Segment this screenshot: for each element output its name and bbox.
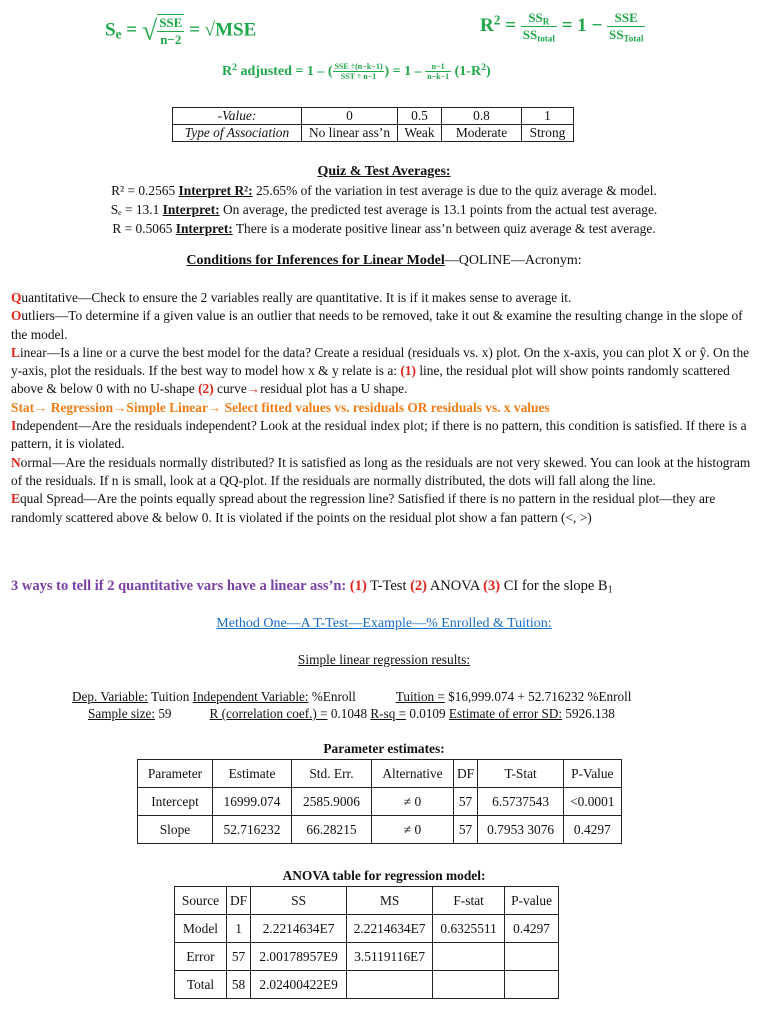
table-header-row: [138, 760, 622, 788]
r2-numerator-2: SSE: [607, 10, 645, 27]
column-header: P-Value: [564, 760, 621, 788]
adj-close: ): [485, 63, 491, 79]
stat-menu-path: Stat→ Regression→Simple Linear→ Select fitted values vs. residuals OR residuals vs. x values: [11, 399, 550, 415]
subscript: 1: [607, 584, 613, 596]
regression-equation-label: Tuition =: [395, 689, 445, 704]
adj-r-symbol: R: [222, 63, 233, 79]
anova-table: [174, 886, 559, 999]
condition-text: utliers—To determine if a given value is an outlier that needs to be removed, take it out & examine the resulting change in the slope of the model.: [11, 308, 743, 342]
column-header: SS: [251, 887, 347, 915]
type-header-cell: Type of Association: [173, 125, 302, 142]
column-header: Std. Err.: [292, 760, 372, 788]
correlation-label: R (correlation coef.) =: [209, 706, 328, 721]
association-type-row: [173, 125, 574, 142]
r2-one-minus: = 1 −: [561, 15, 603, 37]
sample-size-label: Sample size:: [88, 706, 156, 721]
table-cell: Error: [175, 943, 227, 971]
table-cell: 1: [522, 108, 574, 125]
table-cell: 6.5737543: [478, 788, 564, 816]
letter-o: O: [11, 308, 22, 324]
indep-variable-value: %Enroll: [308, 689, 356, 704]
interpret-label: Interpret:: [162, 202, 220, 217]
r2-den-text: SS: [522, 27, 538, 43]
adj-denominator-2: n−k−1: [427, 72, 450, 82]
se-subscript: e: [115, 26, 122, 42]
dep-variable-label: Dep. Variable:: [72, 689, 148, 704]
table-cell: [433, 943, 505, 971]
adj-fraction-2: [425, 62, 451, 81]
sqrt-sign: √: [141, 15, 158, 47]
table-cell: Model: [175, 915, 227, 943]
condition-text: curve: [213, 381, 247, 397]
quiz-se-value: Sₑ = 13.1: [110, 202, 163, 217]
table-cell: 57: [454, 816, 478, 844]
letter-l: L: [11, 344, 20, 360]
r2-fraction-2: [607, 10, 645, 43]
table-cell: Slope: [138, 816, 213, 844]
se-numerator: SSE: [159, 15, 183, 30]
column-header: T-Stat: [478, 760, 564, 788]
table-cell: 52.716232: [213, 816, 292, 844]
table-cell: 58: [227, 971, 251, 999]
way-text: T-Test: [366, 578, 411, 594]
column-header: MS: [347, 887, 433, 915]
regression-summary-line-2: [72, 705, 631, 722]
conditions-heading-bold: Conditions for Inferences for Linear Model: [186, 253, 445, 268]
table-row: [175, 943, 559, 971]
r2-formula: [480, 10, 645, 44]
table-cell: 57: [227, 943, 251, 971]
way-text: ANOVA: [427, 578, 484, 594]
table-cell: 57: [454, 788, 478, 816]
condition-text: residual plot has a U shape.: [260, 381, 408, 397]
adj-numerator: SSE ÷(n−k−1): [334, 62, 383, 72]
condition-text: uantitative—Check to ensure the 2 variables really are quantitative. It is if it makes sense to average it.: [21, 290, 572, 305]
method-one-heading: Method One—A T-Test—Example—% Enrolled & Tuition:: [216, 616, 552, 631]
number-marker: (2): [410, 578, 428, 594]
adj-denominator: SST ÷ n−1: [340, 72, 377, 82]
regression-summary: [72, 688, 631, 722]
number-marker: (3): [483, 578, 501, 594]
table-cell: 16999.074: [213, 788, 292, 816]
condition-independent: [11, 417, 761, 454]
quiz-heading: Quiz & Test Averages:: [317, 164, 451, 179]
table-cell: ≠ 0: [372, 788, 454, 816]
table-cell: 3.5119116E7: [347, 943, 433, 971]
adj-fraction: [333, 62, 385, 81]
condition-text: ormal—Are the residuals normally distributed? It is satisfied as long as the residuals are not very skewed. You can look at the histogram of the residuals. If n is small, look at a QQ-plot. If the residuals are normally distributed, the dots will fall along the line.: [11, 454, 751, 488]
right-arrow-icon: →: [246, 381, 261, 397]
adj-end: (1-R: [454, 63, 482, 79]
regression-summary-line-1: [72, 688, 631, 705]
table-cell: 0.6325511: [433, 915, 505, 943]
table-cell: 0.4297: [564, 816, 621, 844]
adj-numerator-2: n−1: [425, 62, 451, 72]
table-cell: 2.2214634E7: [251, 915, 347, 943]
quiz-se-text: On average, the predicted test average is 13.1 points from the actual test average.: [219, 202, 658, 217]
quiz-r2-value: R² = 0.2565: [111, 183, 179, 198]
regression-results-heading: Simple linear regression results:: [297, 652, 471, 667]
letter-q: Q: [11, 290, 22, 305]
table-cell: 0.7953 3076: [478, 816, 564, 844]
r2-num-text: SS: [528, 10, 543, 25]
dep-variable-value: Tuition: [147, 689, 193, 704]
quiz-r-text: There is a moderate positive linear ass’n between quiz average & test average.: [232, 221, 656, 236]
table-cell: Total: [175, 971, 227, 999]
correlation-value: 0.1048: [327, 706, 371, 721]
way-text: CI for the slope B: [500, 578, 608, 594]
table-cell: ≠ 0: [372, 816, 454, 844]
r2-den-sub: total: [537, 33, 555, 44]
table-cell: <0.0001: [564, 788, 621, 816]
letter-n: N: [11, 454, 21, 470]
quiz-r-value: R = 0.5065: [112, 221, 176, 236]
table-cell: 0.8: [442, 108, 522, 125]
condition-equal-spread: [11, 490, 761, 527]
indep-variable-label: Independent Variable:: [192, 689, 309, 704]
anova-title: ANOVA table for regression model:: [282, 868, 486, 883]
table-cell: Moderate: [442, 125, 522, 142]
condition-outliers: [11, 307, 761, 344]
r-squared-value: 0.0109: [406, 706, 449, 721]
table-cell: [347, 971, 433, 999]
condition-text: line, the residual plot will show points randomly scattered above & below 0 with no U-shape: [11, 363, 730, 397]
r-squared-label: R-sq =: [370, 706, 407, 721]
value-header-cell: -Value:: [173, 108, 302, 125]
r2-superscript: 2: [493, 12, 501, 28]
sample-size-value: 59: [155, 706, 172, 721]
column-header: Parameter: [138, 760, 213, 788]
equals-sign: =: [126, 19, 138, 41]
adj-mid: ) = 1 –: [384, 63, 422, 79]
adj-superscript: 2: [232, 62, 238, 73]
condition-normal: [11, 454, 761, 491]
se-symbol: S: [105, 19, 116, 41]
table-cell: [505, 943, 559, 971]
conditions-heading-acronym: —QOLINE—Acronym:: [444, 253, 582, 268]
r2-num-sub: R: [542, 16, 550, 27]
table-cell: Intercept: [138, 788, 213, 816]
conditions-body: [11, 289, 761, 527]
association-table: [172, 107, 574, 142]
table-row: [138, 816, 622, 844]
quiz-r-line: [0, 219, 768, 238]
column-header: Alternative: [372, 760, 454, 788]
column-header: Estimate: [213, 760, 292, 788]
quiz-r2-line: [0, 181, 768, 200]
table-cell: 0: [302, 108, 398, 125]
table-row: [175, 971, 559, 999]
quiz-r2-text: 25.65% of the variation in test average is due to the quiz average & model.: [252, 183, 657, 198]
three-ways-line: [11, 578, 613, 596]
column-header: F-stat: [433, 887, 505, 915]
three-ways-lead: 3 ways to tell if 2 quantitative vars have a linear ass’n:: [11, 578, 350, 594]
condition-linear: [11, 344, 761, 399]
r2-den2-sub: Total: [623, 33, 644, 44]
condition-text: qual Spread—Are the points equally spread about the regression line? Satisfied if there is no pattern in the residual plot—they are randomly scattered above & below 0. It is violated if the points on the residual plot show a fan pattern (<, >): [11, 491, 716, 525]
r2-symbol: R: [480, 15, 494, 37]
condition-text: ndependent—Are the residuals independent? Look at the residual index plot; if there is no pattern, this condition is satisfied. If there is a pattern, it is violated.: [11, 418, 747, 452]
quiz-se-line: [0, 200, 768, 219]
column-header: P-value: [505, 887, 559, 915]
parameter-estimates-table: [137, 759, 622, 844]
error-sd-value: 5926.138: [562, 706, 615, 721]
regression-equation-value: $16,999.074 + 52.716232 %Enroll: [444, 689, 632, 704]
table-cell: 2.02400422E9: [251, 971, 347, 999]
table-cell: 0.4297: [505, 915, 559, 943]
r2-denominator: [521, 27, 557, 43]
condition-text: inear—Is a line or a curve the best model for the data? Create a residual (residuals vs. x) plot. On the x-axis, you can plot X or ŷ. On the y-axis, plot the residuals. If the best way to model how x & y relate is a:: [11, 344, 750, 379]
se-formula: [105, 14, 256, 48]
table-header-row: [175, 887, 559, 915]
number-marker: (2): [198, 381, 214, 397]
table-cell: 66.28215: [292, 816, 372, 844]
table-row: [138, 788, 622, 816]
condition-quantitative: [11, 289, 761, 307]
letter-e: E: [11, 491, 20, 507]
r2-numerator: [521, 10, 557, 27]
number-marker: (1): [400, 363, 416, 379]
association-value-row: [173, 108, 574, 125]
r2-denominator-2: [607, 27, 645, 43]
adj-end-sup: 2: [481, 62, 486, 73]
table-cell: No linear ass’n: [302, 125, 398, 142]
error-sd-label: Estimate of error SD:: [448, 706, 563, 721]
column-header: DF: [454, 760, 478, 788]
r2-den2-text: SS: [609, 27, 624, 43]
table-cell: [433, 971, 505, 999]
equals-sign-2: =: [189, 19, 200, 41]
table-cell: 1: [227, 915, 251, 943]
table-cell: Weak: [398, 125, 442, 142]
column-header: DF: [227, 887, 251, 915]
equals-sign: =: [505, 15, 516, 37]
root-mse: √MSE: [204, 19, 257, 41]
quiz-section: [0, 162, 768, 238]
table-cell: 2585.9006: [292, 788, 372, 816]
interpret-label: Interpret:: [175, 221, 233, 236]
table-cell: [505, 971, 559, 999]
r2-fraction: [521, 10, 557, 44]
column-header: Source: [175, 887, 227, 915]
parameter-estimates-title: Parameter estimates:: [323, 741, 445, 756]
table-cell: 0.5: [398, 108, 442, 125]
se-fraction: [157, 14, 184, 48]
conditions-heading: [0, 253, 768, 269]
adjusted-r2-formula: [222, 62, 491, 81]
adj-text: adjusted = 1 – (: [237, 63, 333, 79]
table-cell: 2.2214634E7: [347, 915, 433, 943]
number-marker: (1): [349, 578, 367, 594]
letter-i: I: [11, 418, 17, 434]
table-row: [175, 915, 559, 943]
table-cell: 2.00178957E9: [251, 943, 347, 971]
interpret-label: Interpret R²:: [178, 183, 253, 198]
se-denominator: n−2: [160, 32, 182, 47]
table-cell: Strong: [522, 125, 574, 142]
